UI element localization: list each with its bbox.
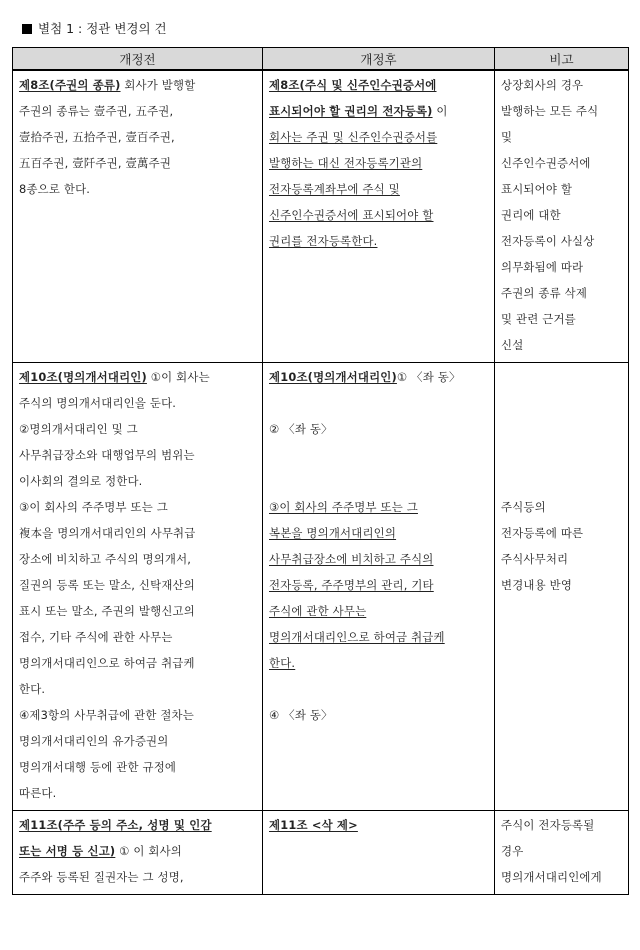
cell-note [495,811,629,895]
text-line [269,520,489,546]
text-segment: 전자등록이 사실상 [501,234,595,248]
text-line [501,864,623,890]
cell-after [263,70,495,363]
text-segment: 명의개서대리인으로 하여금 취급케 [269,630,445,644]
text-line [501,812,623,838]
text-line [269,228,489,254]
text-line [269,390,489,416]
header-after: 개정후 [263,48,495,71]
text-line [501,202,623,228]
text-segment: 사무취급장소에 비치하고 주식의 [269,552,434,566]
text-line [19,598,257,624]
text-line [19,546,257,572]
cell-note [495,363,629,811]
text-segment: 표시 또는 말소, 주권의 발행신고의 [19,604,195,618]
text-segment: 회사는 주권 및 신주인수권증서를 [269,130,438,144]
text-line [269,468,489,494]
text-segment: 複本을 명의개서대리인의 사무취급 [19,526,196,540]
text-segment: 장소에 비치하고 주식의 명의개서, [19,552,192,566]
text-line [501,254,623,280]
text-segment: 五百주권, 壹阡주권, 壹萬주권 [19,156,172,170]
text-line [269,416,489,442]
text-segment: ①이 회사는 [146,370,210,384]
text-line [501,228,623,254]
text-segment: 표시되어야 할 [501,182,573,196]
text-line [269,150,489,176]
text-segment: 주식의 명의개서대리인을 둔다. [19,396,177,410]
text-segment: 명의개서대리인으로 하여금 취급케 [19,656,195,670]
text-line [501,416,623,442]
text-line [501,72,623,98]
text-line [501,332,623,358]
text-segment: 발행하는 대신 전자등록기관의 [269,156,423,170]
text-line [19,520,257,546]
text-segment: 신설 [501,338,524,352]
text-line [269,598,489,624]
text-segment: 권리에 대한 [501,208,561,222]
square-bullet-icon [22,24,32,34]
text-segment: 발행하는 모든 주식 [501,104,599,118]
text-line [269,124,489,150]
text-line [269,176,489,202]
text-line [19,150,257,176]
text-line [19,676,257,702]
text-segment: 주식이 전자등록될 [501,818,595,832]
text-line [269,546,489,572]
text-line [501,124,623,150]
text-segment: 및 관련 근거를 [501,312,576,326]
text-line [501,572,623,598]
text-segment: 의무화됨에 따라 [501,260,584,274]
table-header-row [13,48,629,71]
text-segment: 제8조(주권의 종류) [19,78,121,92]
text-segment: 제10조(명의개서대리인) [19,370,147,384]
text-line [501,442,623,468]
text-segment: 따른다. [19,786,57,800]
text-line [501,98,623,124]
text-segment: 표시되어야 할 권리의 전자등록) [269,104,433,118]
text-line [19,572,257,598]
text-segment: 한다. [19,682,46,696]
text-line [19,812,257,838]
text-line [19,780,257,806]
text-segment: 신주인수권증서에 표시되어야 할 [269,208,434,222]
text-line [501,838,623,864]
text-segment: ④ 〈좌 동〉 [269,708,333,722]
text-line [19,728,257,754]
text-segment: 복본을 명의개서대리인의 [269,526,397,540]
text-segment: 제11조(주주 등의 주소, 성명 및 인감 [19,818,212,832]
text-line [501,306,623,332]
text-line [19,864,257,890]
amendment-table [12,47,629,895]
text-segment: 이사회의 결의로 정한다. [19,474,143,488]
text-line [269,442,489,468]
text-segment: 전자등록계좌부에 주식 및 [269,182,400,196]
text-line [269,364,489,390]
text-line [501,176,623,202]
text-segment: 주권의 종류 삭제 [501,286,588,300]
text-line [269,572,489,598]
text-segment: 주권의 종류는 壹주권, 五주권, [19,104,174,118]
cell-note [495,70,629,363]
text-segment: 명의개서대리인에게 [501,870,602,884]
text-segment: ③이 회사의 주주명부 또는 그 [19,500,168,514]
text-segment: 제10조(명의개서대리인) [269,370,397,384]
text-segment: 주주와 등록된 질권자는 그 성명, [19,870,184,884]
text-line [19,754,257,780]
caption-text: 별첨 1 : 정관 변경의 건 [38,21,167,36]
cell-after [263,363,495,811]
text-line [501,364,623,390]
text-segment: 및 [501,130,513,144]
cell-before [13,70,263,363]
text-line [19,124,257,150]
table-row [13,811,629,895]
text-segment: 변경내용 반영 [501,578,573,592]
cell-after [263,811,495,895]
text-line [501,494,623,520]
text-segment: ① 이 회사의 [115,844,183,858]
text-line [19,176,257,202]
text-line [501,150,623,176]
text-segment: 권리를 전자등록한다. [269,234,378,248]
text-line [269,650,489,676]
text-segment: 경우 [501,844,524,858]
text-line [501,546,623,572]
text-line [269,98,489,124]
text-line [269,676,489,702]
text-line [501,390,623,416]
text-segment: ③이 회사의 주주명부 또는 그 [269,500,418,514]
text-segment: 또는 서명 등 신고) [19,844,116,858]
header-before: 개정전 [13,48,263,71]
text-line [501,468,623,494]
text-line [19,72,257,98]
cell-before [13,363,263,811]
text-segment: 회사가 발행할 [120,78,196,92]
table-row [13,363,629,811]
text-segment: 8종으로 한다. [19,182,91,196]
table-row [13,70,629,363]
text-line [269,72,489,98]
text-segment: 접수, 기타 주식에 관한 사무는 [19,630,173,644]
text-segment: 상장회사의 경우 [501,78,584,92]
text-line [19,624,257,650]
text-segment: ④제3항의 사무취급에 관한 절차는 [19,708,194,722]
text-line [19,838,257,864]
cell-before [13,811,263,895]
text-segment: 사무취급장소와 대행업무의 범위는 [19,448,195,462]
text-line [269,624,489,650]
text-line [19,364,257,390]
text-segment: ②명의개서대리인 및 그 [19,422,138,436]
text-line [269,494,489,520]
text-line [19,390,257,416]
text-segment: 신주인수권증서에 [501,156,591,170]
text-line [269,812,489,838]
text-segment: 전자등록, 주주명부의 관리, 기타 [269,578,434,592]
text-segment: 주식사무처리 [501,552,569,566]
text-segment: 질권의 등록 또는 말소, 신탁재산의 [19,578,195,592]
text-line [19,98,257,124]
text-line [19,442,257,468]
attachment-caption [22,20,167,38]
text-segment: 제11조 <삭 제> [269,818,358,832]
text-segment: ① 〈좌 동〉 [396,370,461,384]
text-segment: 전자등록에 따른 [501,526,584,540]
text-segment: 명의개서대리인의 유가증권의 [19,734,169,748]
text-segment: 명의개서대행 등에 관한 규정에 [19,760,177,774]
text-line [501,520,623,546]
text-line [19,702,257,728]
text-segment: 주식에 관한 사무는 [269,604,367,618]
text-segment: 한다. [269,656,296,670]
text-line [19,650,257,676]
text-line [269,202,489,228]
text-segment: 제8조(주식 및 신주인수권증서에 [269,78,437,92]
text-segment: 이 [432,104,448,118]
text-segment: ② 〈좌 동〉 [269,422,333,436]
text-segment: 壹拾주권, 五拾주권, 壹百주권, [19,130,175,144]
text-line [19,468,257,494]
text-segment: 주식등의 [501,500,546,514]
text-line [19,494,257,520]
text-line [501,280,623,306]
text-line [19,416,257,442]
text-line [269,702,489,728]
header-note: 비고 [495,48,629,71]
